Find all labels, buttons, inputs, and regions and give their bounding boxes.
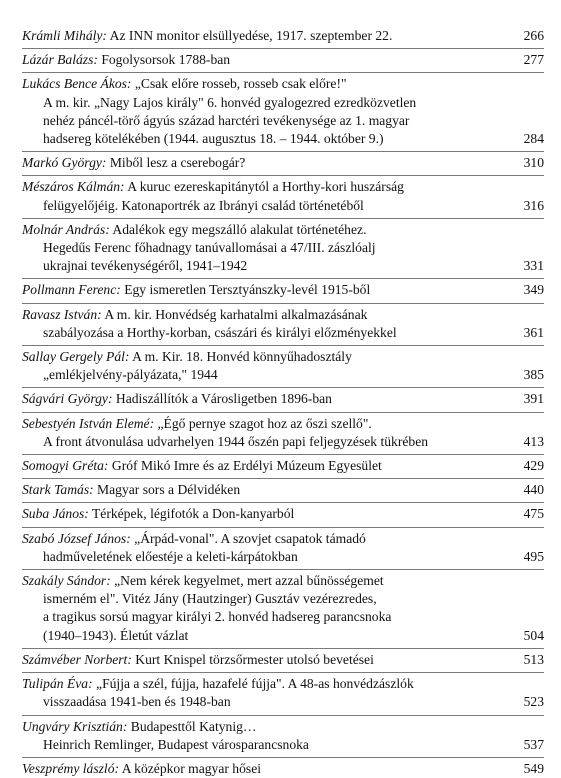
toc-entry: [22, 715, 544, 754]
entry-first-line: [22, 27, 500, 45]
entry-title-text: A m. kir. Honvédség karhatalmi alkalmazásának: [104, 306, 368, 322]
entry-author: Sallay Gergely Pál:: [22, 349, 130, 365]
entry-first-line: [22, 75, 500, 93]
entry-title-text: visszaadása 1941-ben és 1948-ban: [43, 694, 231, 710]
toc-entry: [22, 527, 544, 566]
entry-title-text: „emlékjelvény-pályázata," 1944: [43, 367, 218, 383]
toc-entry: [22, 175, 544, 214]
entry-title-text: Heinrich Remlinger, Budapest városparancsnoka: [43, 736, 309, 752]
toc-entry: [22, 502, 544, 523]
entry-page-number: 277: [523, 52, 544, 68]
entry-title-text: Kurt Knispel törzsőrmester utolsó bevetései: [135, 651, 374, 667]
entry-title-text: (1940–1943). Életút vázlat: [43, 627, 189, 643]
entry-title-text: A m. kir. „Nagy Lajos király" 6. honvéd gyalogezred ezredközvetlen: [43, 94, 417, 110]
entry-page-number: 316: [523, 197, 544, 213]
entry-first-line: [22, 348, 500, 366]
entry-title-text: A front átvonulása udvarhelyen 1944 őszén papi feljegyzések tükrében: [43, 433, 429, 449]
entry-page-number: 331: [523, 258, 544, 274]
entry-first-line: [22, 306, 500, 324]
entry-author: Lukács Bence Ákos:: [22, 76, 132, 92]
entry-continuation-line: [22, 627, 500, 645]
entry-title-text: A középkor magyar hősei: [121, 760, 261, 776]
entry-title-text: hadsereg kötelékében (1944. augusztus 18. – 1944. október 9.): [43, 131, 384, 147]
entry-first-line: [22, 572, 500, 590]
entry-author: Ságvári György:: [22, 391, 113, 407]
entry-first-line: [22, 415, 500, 433]
entry-first-line: [22, 530, 500, 548]
entry-page-number: 349: [523, 282, 544, 298]
entry-first-line: [22, 760, 500, 778]
entry-continuation-line: [22, 130, 500, 148]
entry-title-text: Budapesttől Katynig…: [130, 718, 257, 734]
entry-title-text: „Égő pernye szagot hoz az őszi szellő".: [157, 415, 372, 431]
entry-page-number: 495: [523, 548, 544, 564]
entry-title-text: „Csak előre rosseb, rosseb csak előre!": [134, 76, 347, 92]
entry-title-text: Adalékok egy megszálló alakulat történetéhez.: [112, 221, 367, 237]
entry-page-number: 391: [523, 391, 544, 407]
entry-title-text: Hadiszállítók a Városligetben 1896-ban: [115, 391, 332, 407]
entry-title-text: Hegedűs Ferenc főhadnagy tanúvallomásai a 47/III. zászlóalj: [43, 240, 376, 256]
entry-first-line: [22, 675, 500, 693]
entry-title-text: „Nem kérek kegyelmet, mert azzal bűnösségemet: [114, 573, 384, 589]
entry-author: Ravasz István:: [22, 306, 102, 322]
toc-entry: [22, 48, 544, 69]
entry-title-text: szabályozása a Horthy-korban, császári és királyi előzményekkel: [43, 324, 397, 340]
entry-author: Sebestyén István Elemé:: [22, 415, 155, 431]
entry-author: Pollmann Ferenc:: [22, 282, 121, 298]
entry-page-number: 549: [523, 760, 544, 776]
entry-page-number: 266: [523, 28, 544, 43]
entry-continuation-line: [22, 324, 500, 342]
entry-title-text: ukrajnai tevékenységéről, 1941–1942: [43, 258, 248, 274]
entry-author: Veszprémy lászló:: [22, 760, 120, 776]
entry-continuation-line: [22, 608, 500, 626]
entry-author: Suba János:: [22, 506, 89, 522]
entry-continuation-line: [22, 433, 500, 451]
entry-page-number: 475: [523, 506, 544, 522]
toc-entry: [22, 478, 544, 499]
entry-title-text: Miből lesz a cserebogár?: [109, 155, 246, 171]
entry-page-number: 413: [523, 433, 544, 449]
entry-first-line: [22, 154, 500, 172]
entry-page-number: 440: [523, 482, 544, 498]
entry-page-number: 504: [523, 627, 544, 643]
toc-entry: [22, 345, 544, 384]
entry-author: Molnár András:: [22, 221, 110, 237]
entry-author: Ungváry Krisztián:: [22, 718, 128, 734]
toc-entry: [22, 27, 544, 45]
entry-continuation-line: [22, 257, 500, 275]
entry-title-text: A kuruc ezereskapitánytól a Horthy-kori huszárság: [127, 179, 404, 195]
entry-author: Stark Tamás:: [22, 482, 94, 498]
entry-first-line: [22, 651, 500, 669]
entry-title-text: Fogolysorsok 1788-ban: [101, 52, 231, 68]
entry-title-text: a tragikus sorsú magyar királyi 2. honvéd hadsereg parancsnoka: [43, 609, 392, 625]
toc-entry: [22, 387, 544, 408]
toc-entry: [22, 218, 544, 276]
entry-page-number: 385: [523, 367, 544, 383]
entry-page-number: 361: [523, 324, 544, 340]
toc-entry: [22, 151, 544, 172]
toc-entry: [22, 569, 544, 645]
toc-entry: [22, 303, 544, 342]
entry-title-text: „Árpád-vonal". A szovjet csapatok támadó: [134, 530, 366, 546]
entry-page-number: 537: [523, 736, 544, 752]
entry-first-line: [22, 505, 500, 523]
toc-entry: [22, 412, 544, 451]
toc-entry: [22, 454, 544, 475]
toc-entry: [22, 648, 544, 669]
entry-title-text: hadműveletének előestéje a keleti-kárpátokban: [43, 548, 298, 564]
entry-title-text: Magyar sors a Délvidéken: [97, 482, 241, 498]
entry-author: Krámli Mihály:: [22, 28, 107, 43]
entry-title-text: nehéz páncél-törő ágyús század harctéri tevékenysége az 1. magyar: [43, 112, 410, 128]
entry-continuation-line: [22, 548, 500, 566]
entry-author: Markó György:: [22, 155, 107, 171]
entry-author: Mészáros Kálmán:: [22, 179, 125, 195]
entry-title-text: ismerném el". Vitéz Jány (Hautzinger) Gusztáv vezérezredes,: [43, 591, 377, 607]
entry-page-number: 310: [523, 155, 544, 171]
entry-author: Somogyi Gréta:: [22, 458, 109, 474]
entry-continuation-line: [22, 693, 500, 711]
entry-title-text: Egy ismeretlen Tersztyánszky-levél 1915-ből: [124, 282, 371, 298]
entry-title-text: Gróf Mikó Imre és az Erdélyi Múzeum Egyesület: [111, 458, 382, 474]
entry-author: Lázár Balázs:: [22, 52, 98, 68]
entry-first-line: [22, 51, 500, 69]
entry-continuation-line: [22, 94, 500, 112]
entry-page-number: 284: [523, 131, 544, 147]
entry-continuation-line: [22, 239, 500, 257]
entry-title-text: Térképek, légifotók a Don-kanyarból: [91, 506, 295, 522]
entry-continuation-line: [22, 590, 500, 608]
entry-first-line: [22, 457, 500, 475]
entry-first-line: [22, 178, 500, 196]
entry-continuation-line: [22, 366, 500, 384]
entry-author: Szabó József János:: [22, 530, 131, 546]
entry-continuation-line: [22, 736, 500, 754]
entry-author: Tulipán Éva:: [22, 676, 93, 692]
entry-title-text: felügyelőjéig. Katonaportrék az Ibrányi család történetéből: [43, 197, 364, 213]
entry-author: Számvéber Norbert:: [22, 651, 132, 667]
entry-first-line: [22, 221, 500, 239]
entry-page-number: 513: [523, 651, 544, 667]
entry-title-text: Az INN monitor elsüllyedése, 1917. szeptember 22.: [109, 28, 393, 43]
entry-first-line: [22, 390, 500, 408]
entry-title-text: A m. Kir. 18. Honvéd könnyűhadosztály: [132, 349, 352, 365]
toc-entry: [22, 672, 544, 711]
table-of-contents: [22, 27, 544, 778]
entry-author: Szakály Sándor:: [22, 573, 111, 589]
toc-entry: [22, 757, 544, 778]
entry-page-number: 429: [523, 458, 544, 474]
entry-first-line: [22, 718, 500, 736]
entry-first-line: [22, 481, 500, 499]
entry-title-text: „Fújja a szél, fújja, hazafelé fújja". A 48-as honvédzászlók: [96, 676, 414, 692]
toc-entry: [22, 72, 544, 148]
entry-continuation-line: [22, 112, 500, 130]
toc-entry: [22, 278, 544, 299]
entry-page-number: 523: [523, 694, 544, 710]
entry-first-line: [22, 281, 500, 299]
entry-continuation-line: [22, 197, 500, 215]
